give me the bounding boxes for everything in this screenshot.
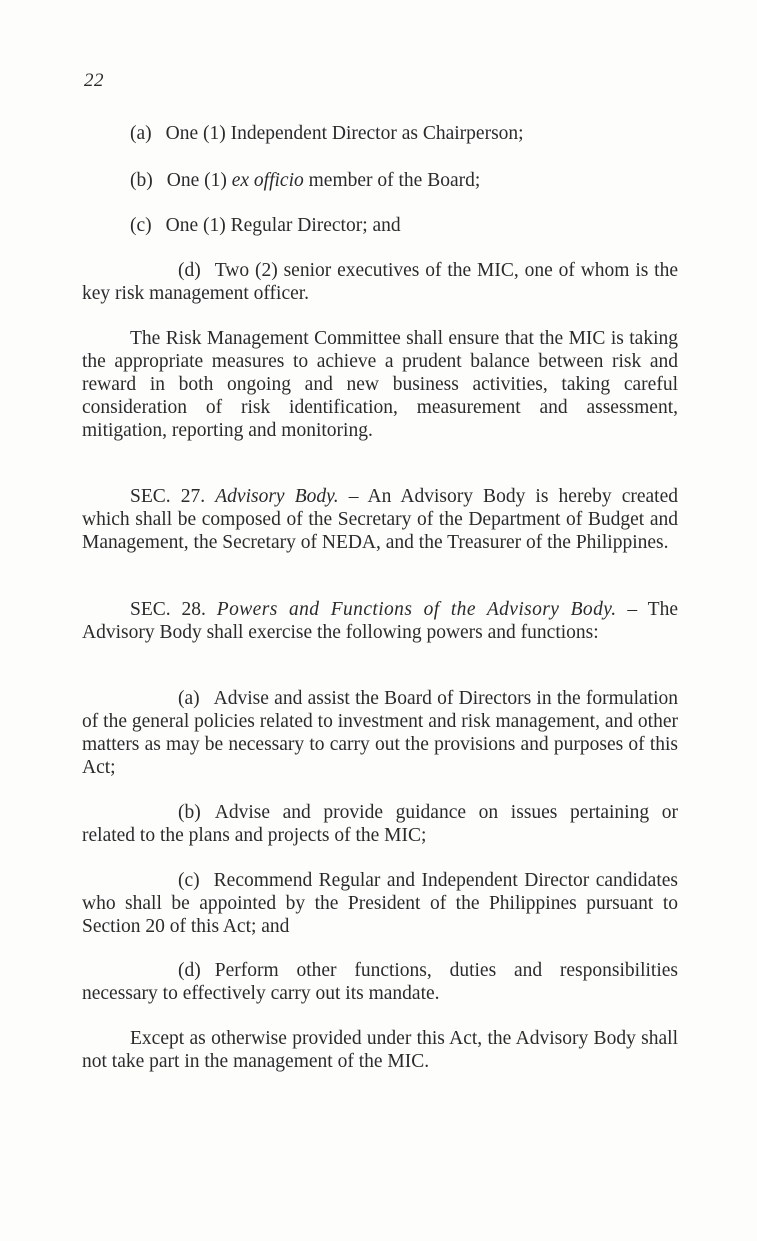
section-title: Powers and Functions of the Advisory Body.	[216, 599, 617, 620]
closing-paragraph	[82, 1027, 678, 1073]
list-item-text: Advise and provide guidance on issues pertaining or related to the plans and projects of the MIC;	[82, 802, 678, 846]
list-item-text: One (1) Regular Director; and	[165, 215, 401, 236]
list-item	[82, 869, 678, 938]
page-number: 22	[84, 70, 104, 91]
list-item	[82, 259, 678, 305]
list-item	[130, 169, 480, 192]
list-item-text-after: member of the Board;	[303, 170, 481, 191]
list-marker: (d)	[178, 960, 201, 981]
list-item-text: Advise and assist the Board of Directors in the formulation of the general policies related to investment and risk management, and other matters as may be necessary to carry out the provisions and purposes of this Act;	[82, 688, 678, 778]
section-text: – An Advisory Body is hereby created which shall be composed of the Secretary of the Department of Budget and Management, the Secretary of NEDA, and the Treasurer of the Philippines.	[82, 486, 679, 553]
list-item	[82, 687, 678, 779]
list-item-text: Two (2) senior executives of the MIC, one of whom is the key risk management officer.	[82, 260, 678, 304]
section-28	[82, 598, 678, 644]
list-item-italic-term: ex officio	[231, 170, 304, 191]
section-label: SEC. 28.	[130, 599, 206, 620]
list-item-text-before: One (1)	[166, 170, 232, 191]
list-item-text: One (1) Independent Director as Chairperson;	[165, 123, 524, 144]
paragraph-text: Except as otherwise provided under this Act, the Advisory Body shall not take part in the management of the MIC.	[82, 1028, 678, 1072]
list-item	[130, 122, 524, 145]
list-marker: (d)	[178, 260, 201, 281]
list-item	[82, 959, 678, 1005]
section-label: SEC. 27.	[130, 486, 206, 507]
list-marker: (b)	[130, 170, 153, 191]
section-text: – The Advisory Body shall exercise the following powers and functions:	[82, 599, 678, 643]
list-marker: (b)	[178, 802, 201, 823]
list-marker: (a)	[178, 688, 200, 709]
list-item	[82, 801, 678, 847]
section-27	[82, 485, 678, 554]
section-title: Advisory Body.	[215, 486, 339, 507]
list-item-text: Perform other functions, duties and responsibilities necessary to effectively carry out its mandate.	[82, 960, 678, 1004]
list-marker: (c)	[178, 870, 200, 891]
list-item-text: Recommend Regular and Independent Director candidates who shall be appointed by the President of the Philippines pursuant to Section 20 of this Act; and	[82, 870, 678, 937]
list-item	[130, 214, 401, 237]
list-marker: (a)	[130, 123, 152, 144]
risk-management-paragraph	[82, 327, 678, 442]
list-marker: (c)	[130, 215, 152, 236]
paragraph-text: The Risk Management Committee shall ensure that the MIC is taking the appropriate measures to achieve a prudent balance between risk and reward in both ongoing and new business activities, taking careful consideration of risk identification, measurement and assessment, mitigation, reporting and monitoring.	[82, 328, 678, 441]
